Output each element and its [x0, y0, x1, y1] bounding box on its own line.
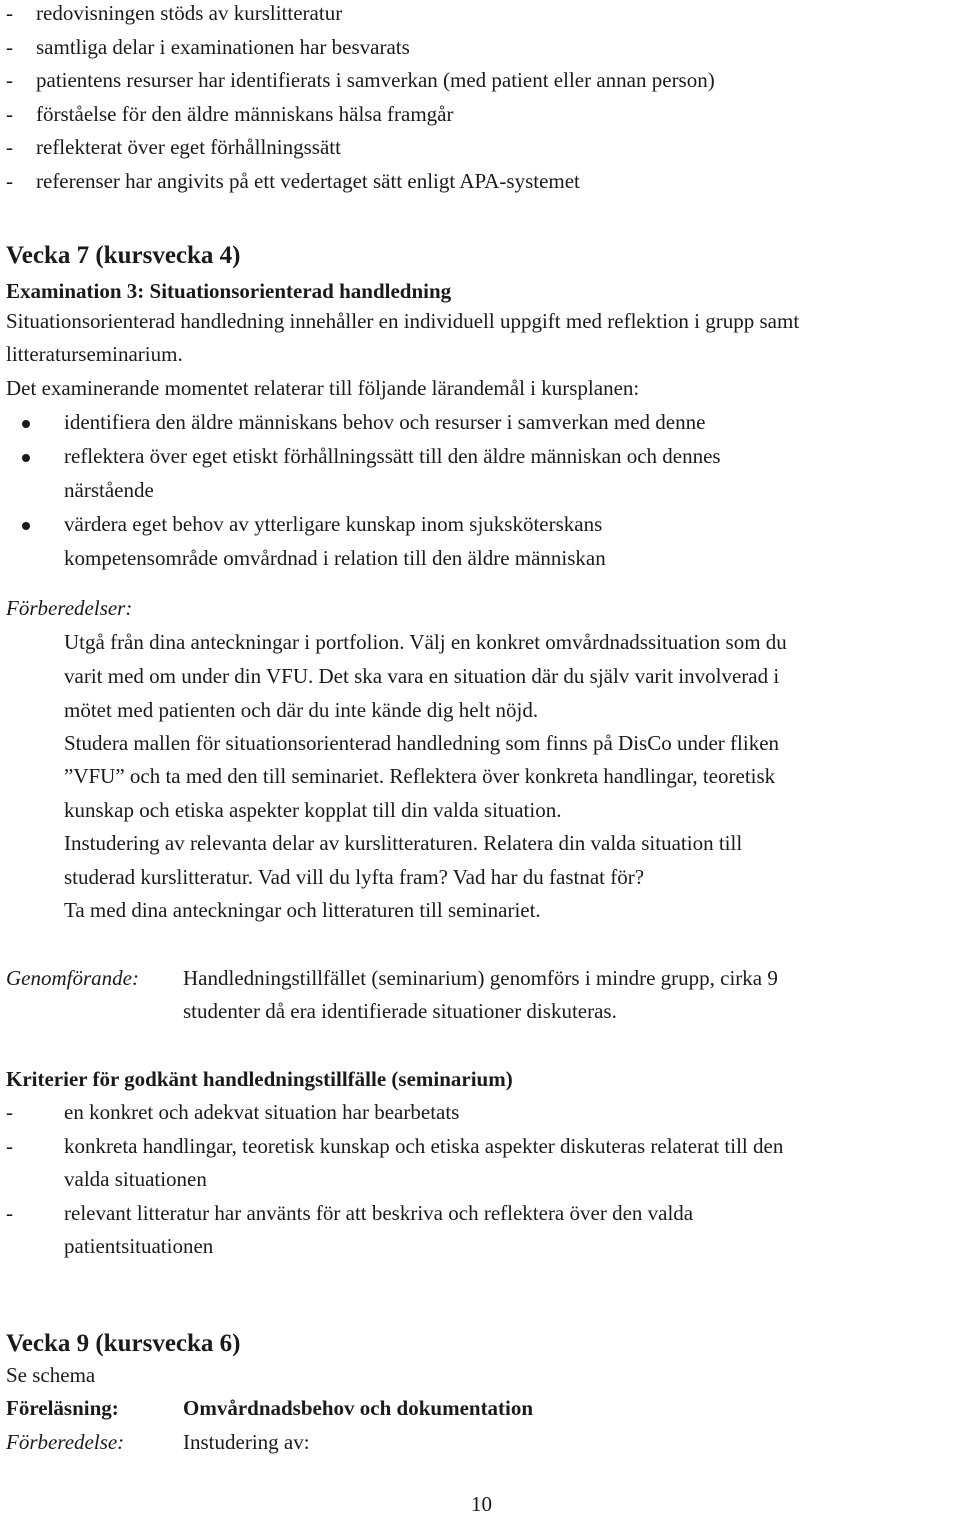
preparation-label: Förberedelse: [6, 1430, 125, 1454]
week7-description-cont: litteraturseminarium. [6, 342, 183, 366]
paragraph-line: kunskap och etiska aspekter kopplat till din valda situation. [64, 798, 562, 822]
objectives-intro: Det examinerande momentet relaterar till följande lärandemål i kursplanen: [6, 376, 640, 400]
paragraph-line: Utgå från dina anteckningar i portfolion. Välj en konkret omvårdnadssituation som du [64, 630, 787, 654]
preparations-label: Förberedelser: [6, 596, 133, 620]
week7-exam-title: Examination 3: Situationsorienterad handledning [6, 279, 452, 303]
lecture-title: Omvårdnadsbehov och dokumentation [183, 1396, 534, 1420]
bullet-icon [22, 420, 30, 428]
bullet-icon [22, 454, 30, 462]
bullet-icon [22, 522, 30, 530]
execution-text: Handledningstillfället (seminarium) genomförs i mindre grupp, cirka 9 [183, 966, 778, 990]
paragraph-line: Ta med dina anteckningar och litteraturen till seminariet. [64, 898, 541, 922]
week7-description: Situationsorienterad handledning innehåller en individuell uppgift med reflektion i grupp samt [6, 309, 800, 333]
list-item-cont: närstående [64, 478, 154, 502]
paragraph-line: ”VFU” och ta med den till seminariet. Reflektera över konkreta handlingar, teoretisk [64, 764, 776, 788]
lecture-label: Föreläsning: [6, 1396, 119, 1420]
paragraph-line: Instudering av relevanta delar av kurslitteraturen. Relatera din valda situation till [64, 831, 743, 855]
list-item-cont: kompetensområde omvårdnad i relation till den äldre människan [64, 546, 606, 570]
week9-heading: Vecka 9 (kursvecka 6) [6, 1330, 241, 1357]
paragraph-line: studerad kurslitteratur. Vad vill du lyfta fram? Vad har du fastnat för? [64, 865, 645, 889]
criteria-heading: Kriterier för godkänt handledningstillfälle (seminarium) [6, 1067, 513, 1091]
paragraph-line: mötet med patienten och där du inte kände dig helt nöjd. [64, 698, 539, 722]
execution-text-cont: studenter då era identifierade situationer diskuteras. [183, 999, 617, 1023]
list-item: värdera eget behov av ytterligare kunskap inom sjuksköterskans [64, 512, 603, 536]
execution-label: Genomförande: [6, 966, 139, 990]
preparation-text: Instudering av: [183, 1430, 310, 1454]
page-number: 10 [471, 1492, 492, 1516]
list-item: reflektera över eget etiskt förhållningssätt till den äldre människan och dennes [64, 444, 721, 468]
paragraph-line: varit med om under din VFU. Det ska vara en situation där du själv varit involverad i [64, 664, 780, 688]
paragraph-line: Studera mallen för situationsorienterad handledning som finns på DisCo under fliken [64, 731, 780, 755]
week7-heading: Vecka 7 (kursvecka 4) [6, 242, 241, 269]
schedule-note: Se schema [6, 1363, 96, 1387]
list-item: identifiera den äldre människans behov och resurser i samverkan med denne [64, 410, 706, 434]
list-item-cont: valda situationen [64, 1167, 207, 1191]
list-item-cont: patientsituationen [64, 1234, 214, 1258]
document-page: - redovisningen stöds av kurslitteratur - samtliga delar i examinationen har besvarats - patientens resurser har identifierats i samverkan (med patient eller annan person) - förståelse för den äldre människans hälsa framgår - reflekterat över eget förhållningssätt - referenser har angivits på ett vedertaget sätt enligt APA-systemet Vecka 7 (kursvecka 4) Examination 3: Situationsorienterad handledning Situationsorienterad handledning innehåller en individuell uppgift med reflektion i grupp samt litteraturseminarium. Det examinerande momentet relaterar till följande lärandemål i kursplanen: identifiera den äldre människans behov och resurser i samverkan med denne reflektera över eget etiskt förhållningssätt till den äldre människan och dennes närstående värdera eget behov av ytterligare kunskap inom sjuksköterskans kompetensområde omvårdnad i relation till den äldre människan Förberedelser: Utgå från dina anteckningar i portfolion. Välj en konkret omvårdnadssituation som du varit med om under din VFU. Det ska vara en situation där du själv varit involverad i mötet med patienten och där du inte kände dig helt nöjd. Studera mallen för situationsorienterad handledning som finns på DisCo under fliken ”VFU” och ta med den till seminariet. Reflektera över konkreta handlingar, teoretisk kunskap och etiska aspekter kopplat till din valda situation. Instudering av relevanta delar av kurslitteraturen. Relatera din valda situation till studerad kurslitteratur. Vad vill du lyfta fram? Vad har du fastnat för? Ta med dina anteckningar och litteraturen till seminariet. Genomförande: Handledningstillfället (seminarium) genomförs i mindre grupp, cirka 9 studenter då era identifierade situationer diskuteras. Kriterier för godkänt handledningstillfälle (seminarium) - en konkret och adekvat situation har bearbetats - konkreta handlingar, teoretisk kunskap och etiska aspekter diskuteras relaterat till den valda situationen - relevant litteratur har använts för att beskriva och reflektera över den valda patientsituationen Vecka 9 (kursvecka 6) Se schema Föreläsning: Omvårdnadsbehov och dokumentation Förberedelse: Instudering av: 10 [6, 1, 800, 1516]
